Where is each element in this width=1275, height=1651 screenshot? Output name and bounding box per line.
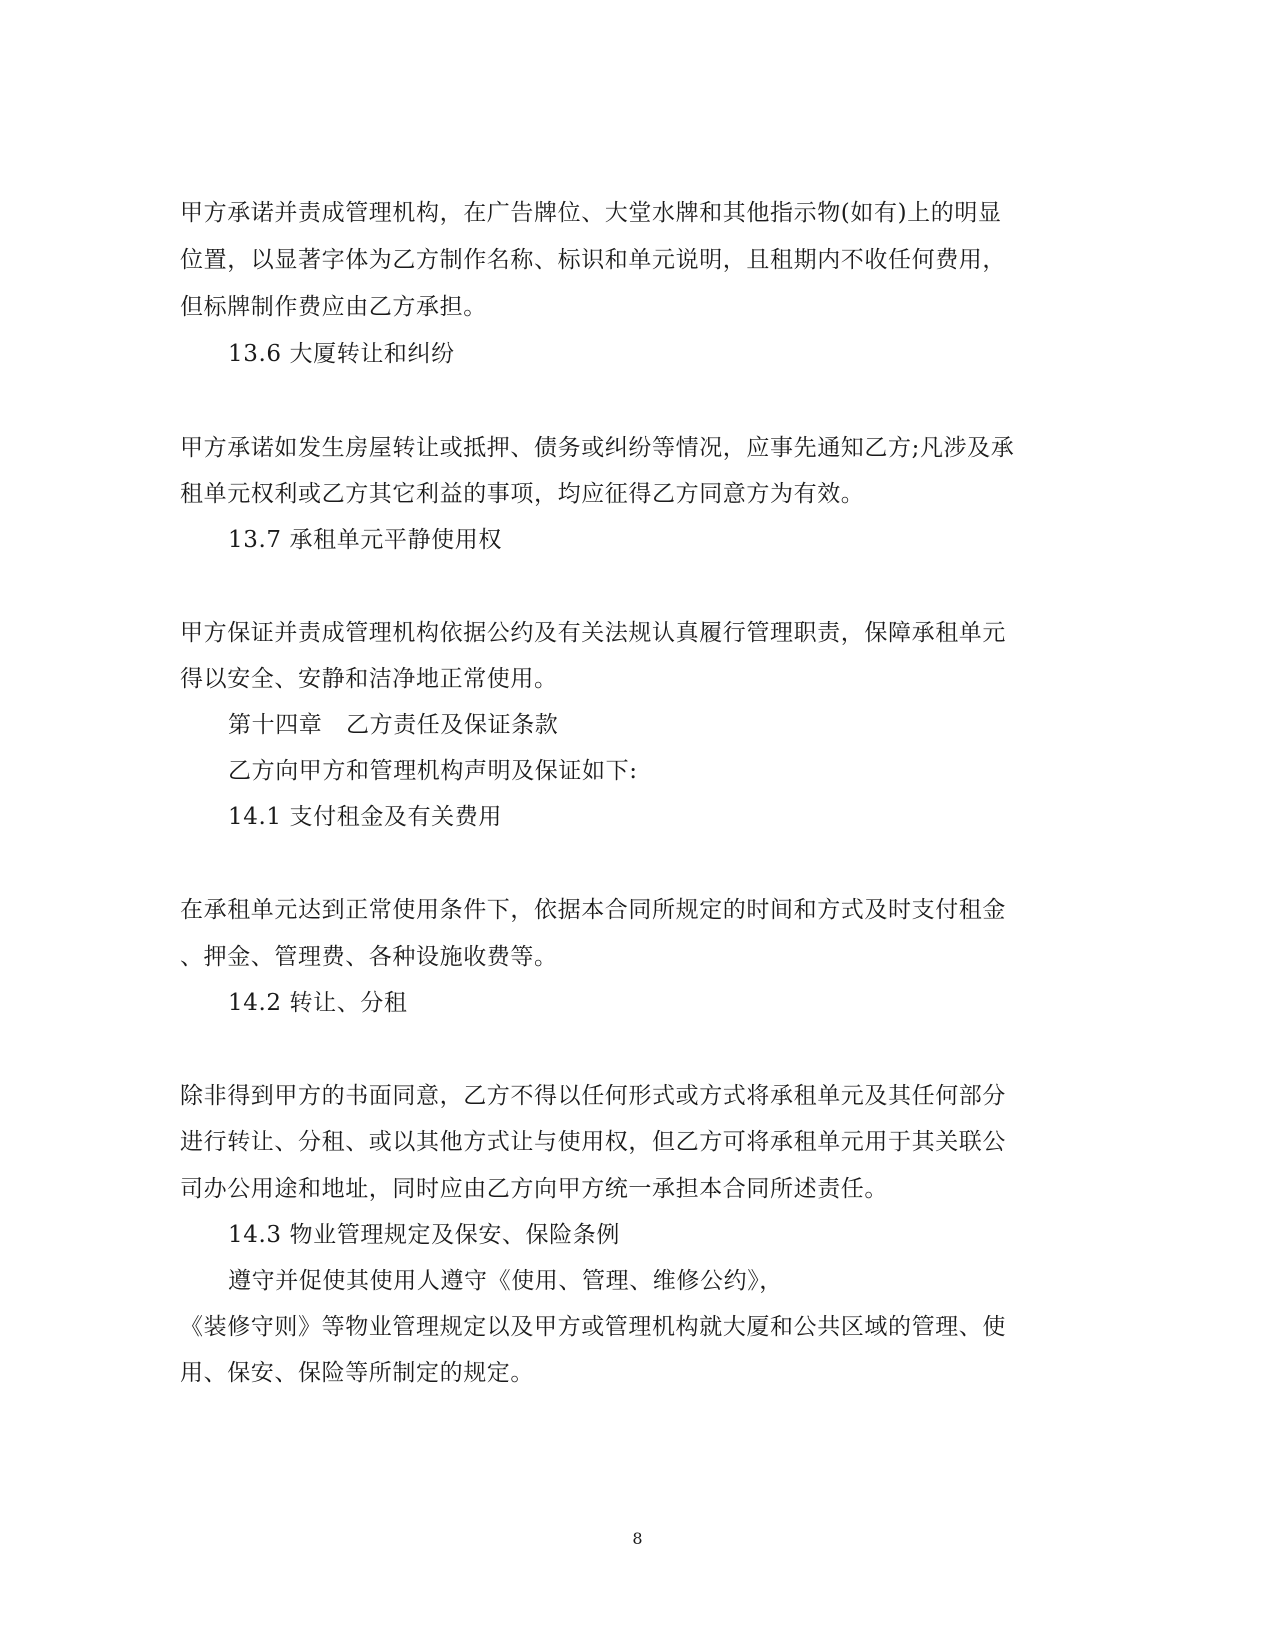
paragraph-line: 、押金、管理费、各种设施收费等。 [180,944,558,970]
paragraph-line: 遵守并促使其使用人遵守《使用、管理、维修公约》， [228,1268,783,1294]
paragraph-line: 但标牌制作费应由乙方承担。 [180,294,487,320]
paragraph-line: 《装修守则》等物业管理规定以及甲方或管理机构就大厦和公共区域的管理、使 [180,1314,1006,1340]
paragraph-line: 甲方保证并责成管理机构依据公约及有关法规认真履行管理职责，保障承租单元 [180,620,1006,646]
section-heading-13-6: 13.6 大厦转让和纠纷 [228,341,455,367]
section-heading-14-3: 14.3 物业管理规定及保安、保险条例 [228,1222,620,1248]
paragraph-line: 进行转让、分租、或以其他方式让与使用权，但乙方可将承租单元用于其关联公 [180,1129,1006,1155]
paragraph-line: 司办公用途和地址，同时应由乙方向甲方统一承担本合同所述责任。 [180,1176,888,1202]
paragraph-line: 得以安全、安静和洁净地正常使用。 [180,666,558,692]
paragraph-line: 甲方承诺并责成管理机构，在广告牌位、大堂水牌和其他指示物(如有)上的明显 [180,200,1002,226]
paragraph-line: 甲方承诺如发生房屋转让或抵押、债务或纠纷等情况，应事先通知乙方;凡涉及承 [180,435,1015,461]
paragraph-line: 除非得到甲方的书面同意，乙方不得以任何形式或方式将承租单元及其任何部分 [180,1083,1006,1109]
chapter-heading-14: 第十四章 乙方责任及保证条款 [228,712,559,738]
paragraph-line: 在承租单元达到正常使用条件下，依据本合同所规定的时间和方式及时支付租金 [180,897,1006,923]
section-heading-14-1: 14.1 支付租金及有关费用 [228,804,502,830]
page-number: 8 [632,1529,643,1548]
paragraph-line: 用、保安、保险等所制定的规定。 [180,1360,534,1386]
section-heading-14-2: 14.2 转让、分租 [228,990,408,1016]
paragraph-line: 乙方向甲方和管理机构声明及保证如下: [228,758,638,784]
paragraph-line: 租单元权利或乙方其它利益的事项，均应征得乙方同意方为有效。 [180,481,865,507]
section-heading-13-7: 13.7 承租单元平静使用权 [228,527,502,553]
paragraph-line: 位置，以显著字体为乙方制作名称、标识和单元说明，且租期内不收任何费用， [180,247,1006,273]
